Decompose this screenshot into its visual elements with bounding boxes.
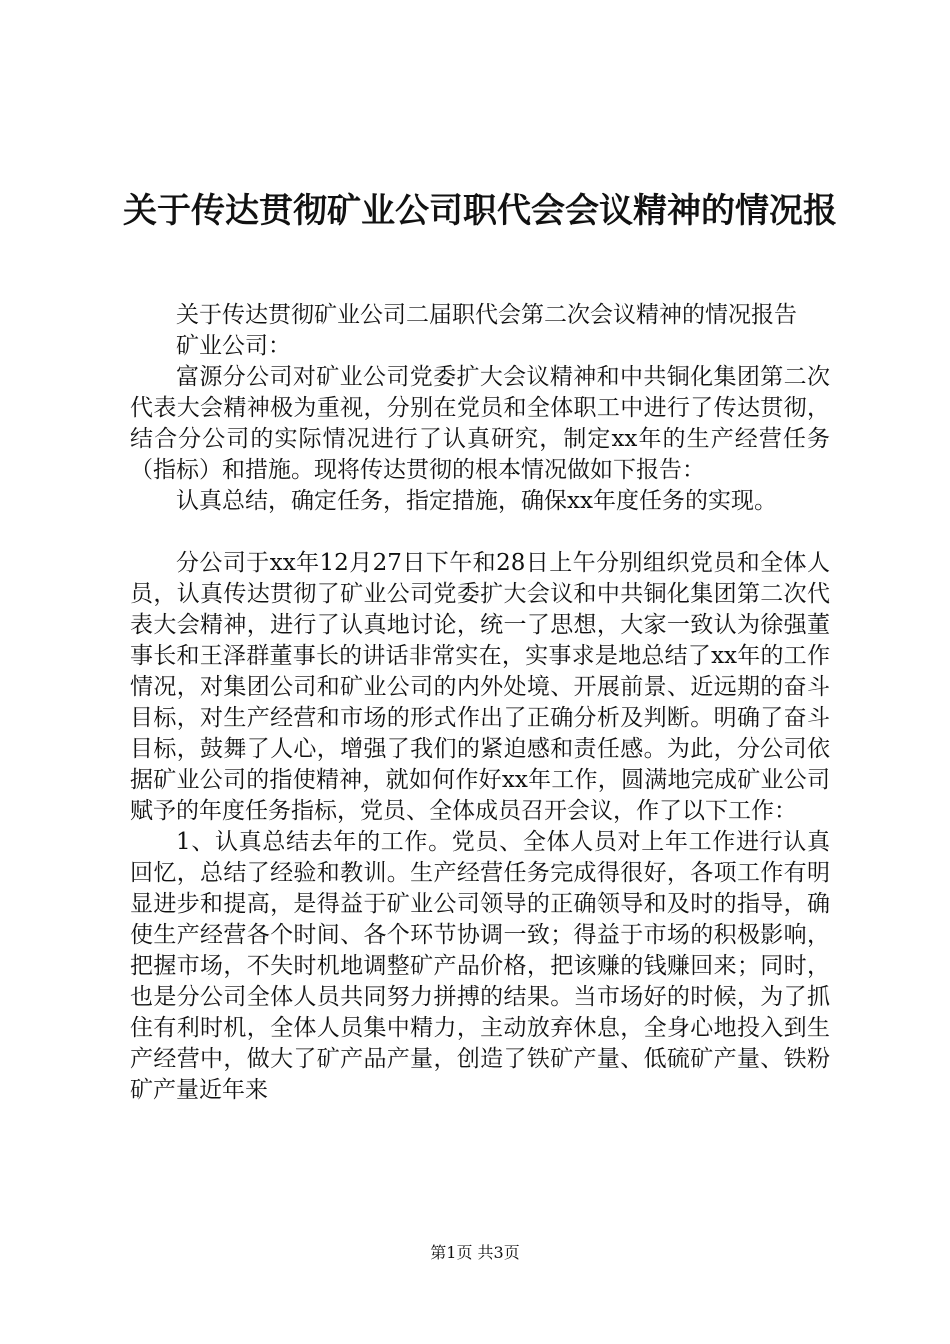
meeting-paragraph: 分公司于xx年12月27日下午和28日上午分别组织党员和全体人员，认真传达贯彻了矿业公司党委扩大会议和中共铜化集团第二次代表大会精神，进行了认真地讨论，统一了思想，大家一致认为徐强董事长和王泽群董事长的讲话非常实在，实事求是地总结了xx年的工作情况，对集团公司和矿业公司的内外处境、开展前景、近远期的奋斗目标，对生产经营和市场的形式作出了正确分析及判断。明确了奋斗目标，鼓舞了人心，增强了我们的紧迫感和责任感。为此，分公司依据矿业公司的指使精神，就如何作好xx年工作，圆满地完成矿业公司赋予的年度任务指标，党员、全体成员召开会议，作了以下工作： (130, 550, 830, 824)
page-number-footer: 第1页 共3页 (430, 1243, 520, 1262)
report-subtitle-paragraph: 关于传达贯彻矿业公司二届职代会第二次会议精神的情况报告 (176, 302, 797, 328)
item-1-paragraph: 1、认真总结去年的工作。党员、全体人员对上年工作进行认真回忆，总结了经验和教训。生产经营任务完成得很好，各项工作有明显进步和提高，是得益于矿业公司领导的正确领导和及时的指导，确使生产经营各个时间、各个环节协调一致；得益于市场的积极影响，把握市场，不失时机地调整矿产品价格，把该赚的钱赚回来；同时，也是分公司全体人员共同努力拼搏的结果。当市场好的时候，为了抓住有利时机，全体人员集中精力，主动放弃休息，全身心地投入到生产经营中，做大了矿产品产量，创造了铁矿产量、低硫矿产量、铁粉矿产量近年来 (130, 829, 830, 1103)
intro-paragraph: 富源分公司对矿业公司党委扩大会议精神和中共铜化集团第二次代表大会精神极为重视，分别在党员和全体职工中进行了传达贯彻，结合分公司的实际情况进行了认真研究，制定xx年的生产经营任务（指标）和措施。现将传达贯彻的根本情况做如下报告： (130, 364, 830, 483)
document-body (130, 300, 830, 1106)
salutation-paragraph: 矿业公司： (176, 333, 291, 359)
summary-heading-paragraph: 认真总结，确定任务，指定措施，确保xx年度任务的实现。 (176, 488, 777, 514)
document-title: 关于传达贯彻矿业公司职代会会议精神的情况报 (123, 191, 837, 231)
